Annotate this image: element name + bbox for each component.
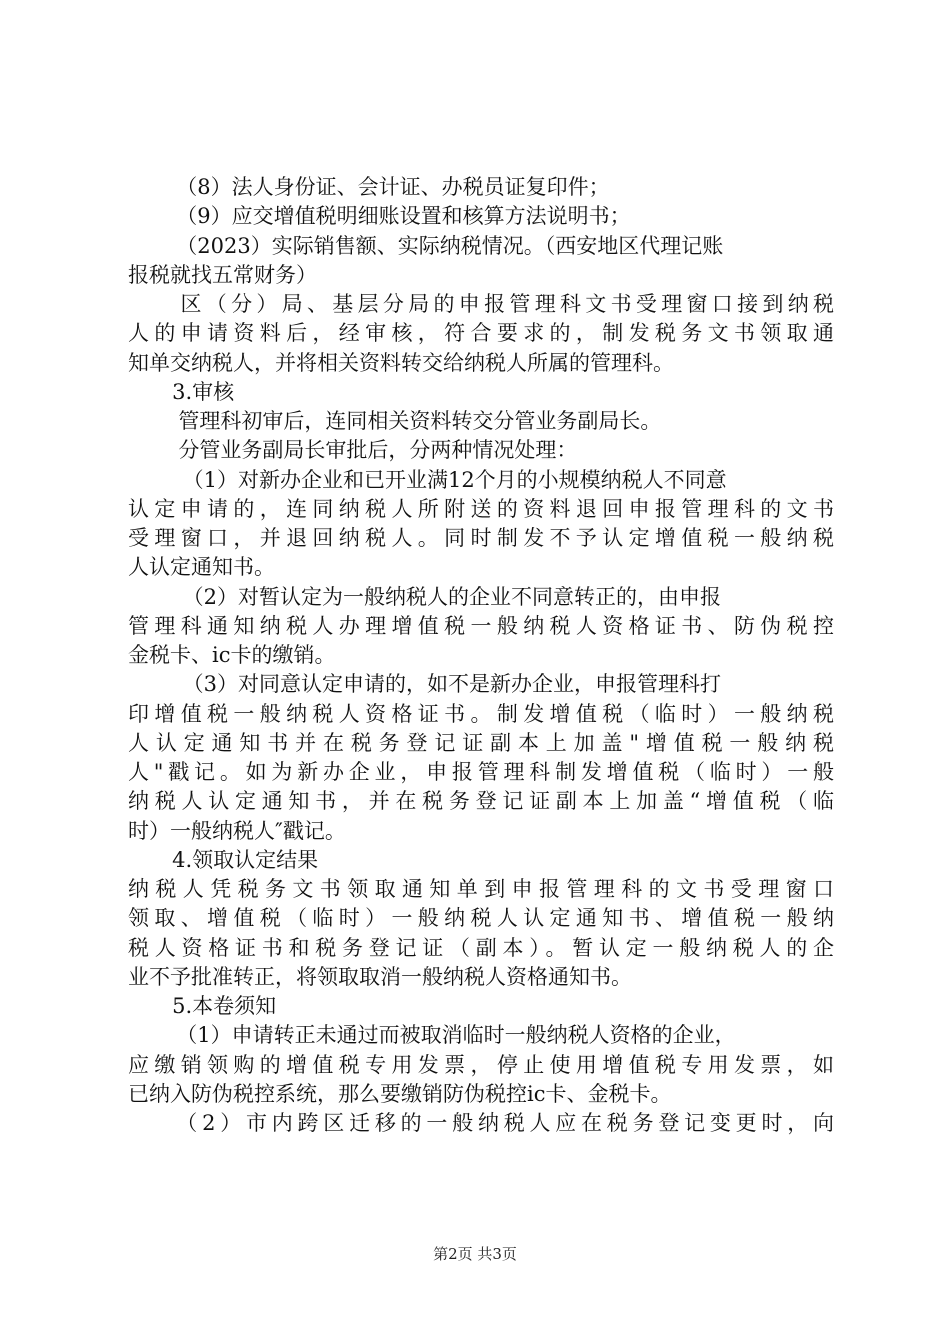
- text-line: 人认定通知书并在税务登记证副本上加盖"增值税一般纳税: [128, 730, 834, 755]
- text-line: 3.审核: [172, 379, 235, 404]
- text-line: 人的申请资料后，经审核，符合要求的，制发税务文书领取通: [128, 321, 834, 346]
- text-line: （2）市内跨区迁移的一般纳税人应在税务登记变更时，向: [176, 1111, 834, 1135]
- text-line: 领取、增值税（临时）一般纳税人认定通知书、增值税一般纳: [128, 906, 834, 931]
- text-line: 应缴销领购的增值税专用发票，停止使用增值税专用发票，如: [128, 1052, 834, 1077]
- text-line: 4.领取认定结果: [172, 847, 319, 872]
- text-line: 报税就找五常财务）: [128, 262, 317, 287]
- text-line: 纳税人凭税务文书领取通知单到申报管理科的文书受理窗口: [128, 877, 834, 901]
- text-line: 分管业务副局长审批后，分两种情况处理：: [178, 438, 578, 463]
- text-line: 知单交纳税人，并将相关资料转交给纳税人所属的管理科。: [128, 350, 674, 375]
- text-line: 管理科初审后，连同相关资料转交分管业务副局长。: [178, 409, 662, 433]
- text-line: 业不予批准转正，将领取取消一般纳税人资格通知书。: [128, 964, 632, 989]
- page-footer: 第2页 共3页: [433, 1245, 517, 1263]
- text-line: 税人资格证书和税务登记证（副本）。暂认定一般纳税人的企: [128, 935, 834, 960]
- text-line: （1）对新办企业和已开业满12个月的小规模纳税人不同意: [182, 467, 727, 492]
- text-line: （3）对同意认定申请的，如不是新办企业，申报管理科打: [182, 672, 721, 697]
- text-line: 受理窗口，并退回纳税人。同时制发不予认定增值税一般纳税: [128, 526, 834, 550]
- text-line: 5.本卷须知: [172, 994, 277, 1018]
- text-line: （2）对暂认定为一般纳税人的企业不同意转正的，由申报: [182, 584, 721, 609]
- text-line: 管理科通知纳税人办理增值税一般纳税人资格证书、防伪税控: [128, 613, 834, 638]
- text-line: 金税卡、ic卡的缴销。: [128, 643, 336, 667]
- text-line: 印增值税一般纳税人资格证书。制发增值税（临时）一般纳税: [128, 701, 834, 726]
- text-line: 人认定通知书。: [128, 555, 275, 580]
- text-line: 已纳入防伪税控系统，那么要缴销防伪税控ic卡、金税卡。: [128, 1081, 672, 1106]
- text-line: 认定申请的，连同纳税人所附送的资料退回申报管理科的文书: [128, 496, 834, 521]
- text-line: （2023）实际销售额、实际纳税情况。（西安地区代理记账: [176, 233, 724, 258]
- text-line: （8）法人身份证、会计证、办税员证复印件；: [176, 175, 610, 199]
- text-line: 人"戳记。如为新办企业，申报管理科制发增值税（临时）一般: [128, 760, 834, 784]
- text-line: （9）应交增值税明细账设置和核算方法说明书；: [176, 204, 631, 229]
- text-line: 时）一般纳税人″戳记。: [128, 818, 346, 843]
- text-line: 纳税人认定通知书，并在税务登记证副本上加盖“增值税（临: [128, 789, 834, 814]
- text-line: （1）申请转正未通过而被取消临时一般纳税人资格的企业，: [176, 1023, 736, 1048]
- text-line: 区（分）局、基层分局的申报管理科文书受理窗口接到纳税: [180, 292, 834, 316]
- document-body: [128, 173, 834, 1138]
